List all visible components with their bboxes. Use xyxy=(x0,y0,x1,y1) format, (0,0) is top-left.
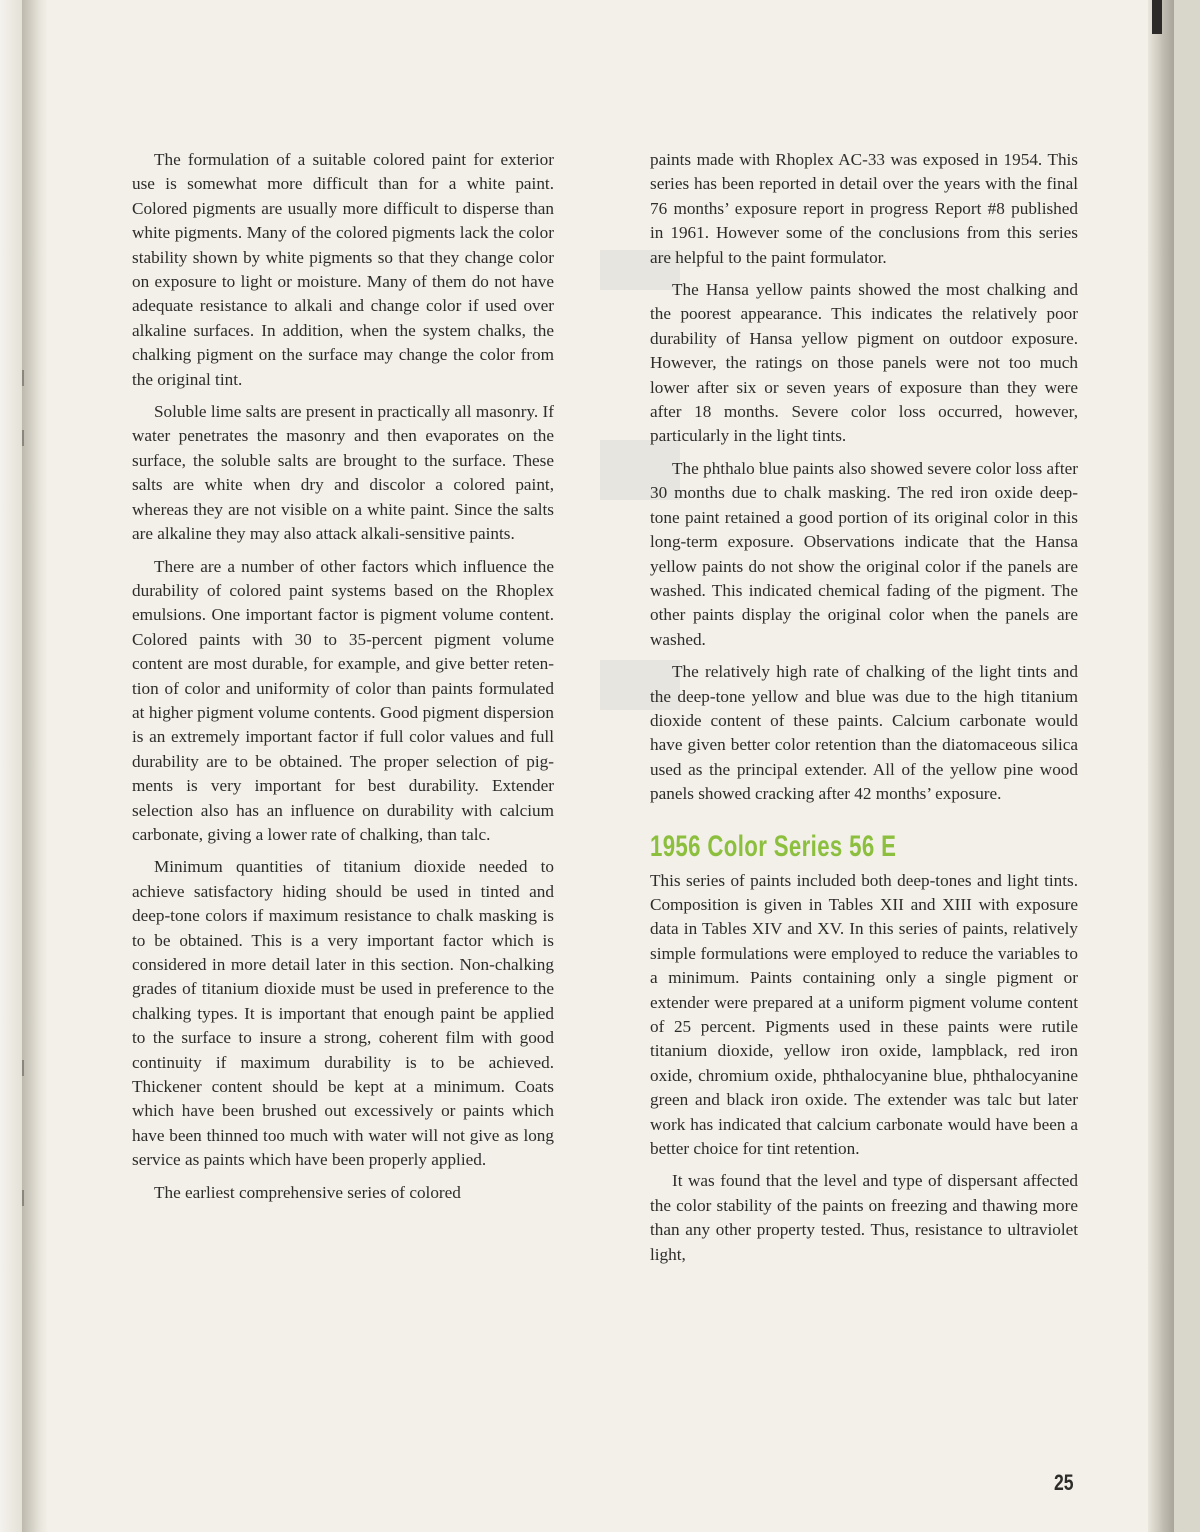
page-stack-edge xyxy=(1148,0,1174,1532)
page-number: 25 xyxy=(1054,1470,1074,1495)
paragraph: The earliest comprehensive series of colored xyxy=(154,1182,461,1202)
paragraph: There are a number of other factors which influence the durability of colored paint systems based on the Rhoplex emulsions. One important factor is pigment volume content. Colored paints with 30 to 35-percent pigment volume content are most durable, for example, and give better retention of color and uniformity of color than paints formulated at higher pigment volume contents. Good pigment dispersion is an extremely important factor if full color values and full durability are to be obtained. The proper selection of pigments is very important for best durability. Extender selection also has an influence on durability with calcium carbonate, giving a lower rate of chalking, than talc. xyxy=(132,556,554,844)
paragraph: This series of paints included both deep-tones and light tints. Composition is given in Tables XII and XIII with exposure data in Tables XIV and XV. In this series of paints, relatively simple formulations were employed to reduce the variables to a minimum. Paints containing only a single pigment or extender were prepared at a uniform pigment volume content of 25 percent. Pigments used in these paints were rutile titanium dioxide, yellow iron oxide, lampblack, red iron oxide, chromium oxide, phthalocyanine blue, phthalocyanine green and black iron oxide. The extender was talc but later work has indicated that calcium carbonate would have been a better choice for tint retention. xyxy=(650,870,1078,1159)
paragraph: The Hansa yellow paints showed the most chalking and the poorest appearance. This indicates the relatively poor durability of Hansa yellow pigment on outdoor exposure. However, the ratings on those panels were not too much lower after six or seven years of exposure than they were after 18 months. Severe color loss occurred, however, particularly in the light tints. xyxy=(650,280,1078,446)
document-page xyxy=(22,0,1174,1532)
page-edge-tab xyxy=(1152,0,1162,34)
paragraph: Soluble lime salts are present in practically all masonry. If water penetrates the masonry and then evaporates on the surface, the soluble salts are brought to the surface. These salts are white when dry and discolor a colored paint, whereas they are not visible on a white paint. Since the salts are alkaline they may also attack alkali-sensitive paints. xyxy=(132,402,554,544)
right-column xyxy=(650,148,1078,1275)
binding-mark xyxy=(22,430,24,446)
book-spine-edge xyxy=(0,0,22,1532)
paragraph: Minimum quantities of titanium dioxide needed to achieve satisfactory hiding should be used in tinted and deep-tone colors if maximum resistance to chalk masking is to be obtained. This is a very important factor which is considered in more detail later in this section. Non-chalking grades of titanium dioxide must be used in preference to the chalking types. It is important that enough paint be applied to the surface to insure a strong, coherent film with good continuity if maximum durability is to be achieved. Thickener content should be kept at a minimum. Coats which have been brushed out excessively or paints which have been thinned too much with water will not give as long service as paints which have been properly applied. xyxy=(132,857,554,1170)
binding-mark xyxy=(22,370,24,386)
paragraph: The relatively high rate of chalking of the light tints and the deep-tone yellow and blue was due to the high titanium dioxide content of these paints. Calcium carbonate would have given better color retention than the diatomaceous silica used as the principal extender. All of the yellow pine wood panels showed cracking after 42 months’ exposure. xyxy=(650,662,1078,804)
gutter-shadow xyxy=(22,0,48,1532)
paragraph: paints made with Rhoplex AC-33 was exposed in 1954. This series has been reported in detail over the years with the final 76 months’ exposure report in progress Report #8 published in 1961. However some of the conclusions from this series are helpful to the paint formulator. xyxy=(650,150,1078,267)
binding-mark xyxy=(22,1060,24,1076)
left-column xyxy=(132,148,554,1213)
paragraph: It was found that the level and type of dispersant affected the color stability of the paints on freezing and thawing more than any other property tested. Thus, resistance to ultraviolet light, xyxy=(650,1171,1078,1264)
binding-mark xyxy=(22,1190,24,1206)
paragraph: The phthalo blue paints also showed severe color loss after 30 months due to chalk masking. The red iron oxide deep-tone paint retained a good portion of its original color in this long-term exposure. Observations indicate that the Hansa yellow paints do not show the original color if the panels are washed. This indicated chemical fading of the pigment. The other paints display the original color when the panels are washed. xyxy=(650,458,1078,649)
paragraph: The formulation of a suitable colored paint for exterior use is somewhat more difficult than for a white paint. Colored pigments are usually more difficult to disperse than white pigments. Many of the colored pigments lack the color stability shown by white pigments so that they change color on exposure to light or moisture. Many of them do not have adequate resistance to alkali and change color if used over alkaline surfaces. In addition, when the system chalks, the chalking pigment on the surface may change the color from the original tint. xyxy=(132,150,554,389)
section-heading: 1956 Color Series 56 E xyxy=(650,829,897,863)
